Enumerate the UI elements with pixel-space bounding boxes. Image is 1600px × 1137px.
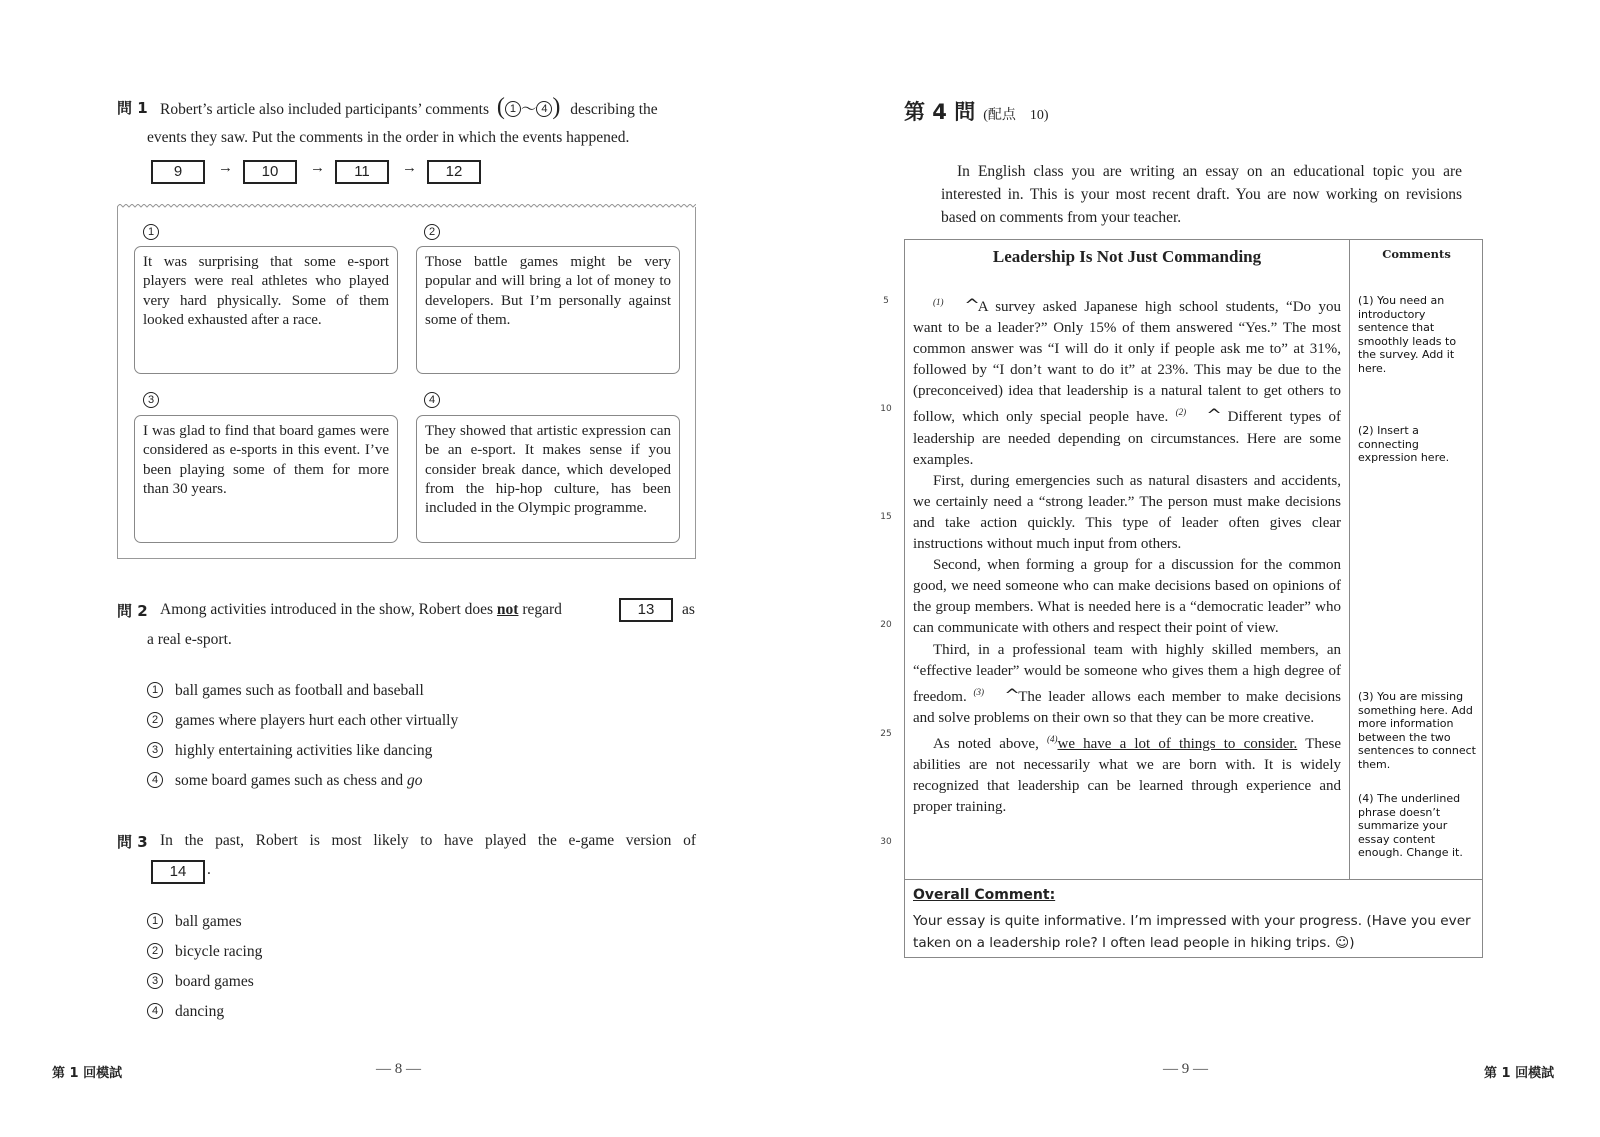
- line-number: 30: [880, 837, 892, 847]
- q3-option-4[interactable]: [147, 1003, 224, 1021]
- range-start-number: 1: [505, 101, 521, 117]
- line-number: 10: [880, 404, 892, 414]
- comment-4-number: 4: [424, 392, 440, 408]
- option-number: 1: [147, 913, 163, 929]
- option-text: dancing: [175, 1003, 225, 1020]
- arrow-icon: →: [218, 160, 233, 176]
- option-text: games where players hurt each other virtually: [175, 712, 459, 729]
- option-number: 3: [147, 973, 163, 989]
- teacher-comment-2: (2) Insert a connecting expression here.: [1358, 424, 1450, 465]
- essay-paragraph-2: First, during emergencies such as natural disasters and accidents, we certainly need a “strong leader.” The person must make decisions and take action quickly. This type of leader often gives clear instructions without much input from others.: [913, 472, 1341, 553]
- essay-underlined-phrase: we have a lot of things to consider.: [1057, 735, 1298, 752]
- option-text: highly entertaining activities like dancing: [175, 742, 433, 759]
- question-1-label: 問 1: [117, 99, 148, 117]
- question-3-period: .: [207, 861, 211, 878]
- section-points: (配点 10): [983, 108, 1049, 123]
- essay-p1-text-b: Different types of leadership are needed depending on circumstances. Here are some examples.: [913, 409, 1342, 468]
- revision-mark-1: (1): [933, 297, 944, 307]
- line-number: 25: [880, 729, 892, 739]
- essay-paragraph-5: [913, 729, 1341, 818]
- q3-option-1[interactable]: [147, 913, 242, 931]
- comments-header: Comments: [1382, 247, 1451, 261]
- arrow-icon: →: [310, 160, 325, 176]
- q2-option-2[interactable]: [147, 712, 458, 730]
- footer-right-label: 第 1 回模試: [1484, 1066, 1555, 1081]
- page-number-left: — 8 —: [376, 1061, 421, 1077]
- essay-p4-text-b: The leader allows each member to make decisions and solve problems on their own so that they can be more creative.: [913, 688, 1342, 726]
- option-number: 2: [147, 943, 163, 959]
- overall-comment-label: Overall Comment:: [913, 887, 1056, 903]
- q2-option-1[interactable]: [147, 682, 424, 700]
- comment-1-number: 1: [143, 224, 159, 240]
- question-1-text-b: describing the: [570, 101, 658, 118]
- section-title: 第 4 問: [904, 100, 976, 124]
- question-1-line2: events they saw. Put the comments in the order in which the events happened.: [147, 129, 630, 146]
- table-column-divider: [1349, 239, 1350, 879]
- question-1-text-a: Robert’s article also included participants’ comments: [160, 101, 489, 118]
- option-text: board games: [175, 973, 254, 990]
- footer-left-label: 第 1 回模試: [52, 1066, 123, 1081]
- option-number: 3: [147, 742, 163, 758]
- question-2-text-c: as: [682, 601, 695, 618]
- answer-box-13[interactable]: 13: [619, 598, 673, 622]
- section-heading: [904, 96, 1049, 126]
- range-end-number: 4: [536, 101, 552, 117]
- comment-card-1: It was surprising that some e-sport players were real athletes who played very hard physically. Some of them looked exhausted after a race.: [134, 246, 398, 374]
- answer-box-11[interactable]: 11: [335, 160, 389, 184]
- line-number: 20: [880, 620, 892, 630]
- answer-box-12[interactable]: 12: [427, 160, 481, 184]
- revision-mark-3: (3): [973, 686, 984, 697]
- caret-icon: ^: [1004, 685, 1020, 706]
- intro-paragraph: In English class you are writing an essay on an educational topic you are interested in. This is your most recent draft. You are now working on revisions based on comments from your teacher.: [941, 163, 1462, 226]
- question-2-line2: a real e-sport.: [147, 631, 232, 648]
- range-close: ): [552, 94, 561, 120]
- option-italic-word: go: [407, 772, 423, 789]
- arrow-icon: →: [402, 160, 417, 176]
- overall-comment-text: Your essay is quite informative. I’m impressed with your progress. (Have you ever taken on a leadership role? I often lead people in hiking trips. ☺): [913, 913, 1471, 951]
- option-number: 4: [147, 1003, 163, 1019]
- range-open: (: [496, 94, 505, 120]
- essay-title: Leadership Is Not Just Commanding: [992, 247, 1262, 266]
- q3-option-3[interactable]: [147, 973, 254, 991]
- comment-card-4: They showed that artistic expression can be an e-sport. It makes sense if you consider break dance, which developed from the hip-hop culture, has been included in the Olympic programme.: [416, 415, 680, 543]
- question-2-label: 問 2: [117, 602, 148, 620]
- option-number: 2: [147, 712, 163, 728]
- question-2-text-b: regard: [522, 601, 562, 618]
- essay-paragraph-3: Second, when forming a group for a discussion for the common good, we need someone who can make decisions based on opinions of the group members. What is needed here is a “democratic leader” who can communicate with others and respect their point of view.: [913, 557, 1341, 637]
- essay-p1-text-a: A survey asked Japanese high school students, “Do you want to be a leader?” Only 15% of them answered “Yes.” The most common answer was “I will do it only if people ask me to” at 31%, followed by “I don’t want to do it” at 23%. This may be due to the (preconceived) idea that leadership is a natural talent to get others to follow, which only special people have.: [913, 299, 1341, 426]
- q3-option-2[interactable]: [147, 943, 262, 961]
- answer-box-10[interactable]: 10: [243, 160, 297, 184]
- essay-paragraph-4: [913, 640, 1341, 729]
- essay-paragraph-1: [913, 292, 1341, 471]
- revision-mark-2: (2): [1175, 407, 1187, 418]
- option-number: 4: [147, 772, 163, 788]
- q2-option-4[interactable]: [147, 772, 423, 790]
- option-text: ball games such as football and baseball: [175, 682, 424, 699]
- answer-box-14[interactable]: 14: [151, 860, 205, 884]
- essay-p5-text-a: As noted above,: [933, 735, 1039, 752]
- range-separator: 〜: [520, 101, 537, 118]
- q2-option-3[interactable]: [147, 742, 432, 760]
- teacher-comment-3: (3) You are missing something here. Add more information between the two sentences to connect them.: [1358, 690, 1476, 771]
- teacher-comment-4: (4) The underlined phrase doesn’t summarize your essay content enough. Change it.: [1358, 792, 1463, 860]
- comment-3-number: 3: [143, 392, 159, 408]
- option-text: ball games: [175, 913, 242, 930]
- option-text: some board games such as chess and: [175, 772, 404, 789]
- table-row-divider: [904, 879, 1483, 880]
- question-1-line1: [160, 92, 700, 125]
- line-number: 15: [880, 512, 892, 522]
- option-text: bicycle racing: [175, 943, 263, 960]
- revision-mark-4: (4): [1046, 733, 1058, 744]
- line-number: 5: [883, 296, 889, 306]
- teacher-comment-1: (1) You need an introductory sentence that smoothly leads to the survey. Add it here.: [1358, 294, 1457, 375]
- question-3-label: 問 3: [117, 833, 148, 851]
- comment-card-3: I was glad to find that board games were considered as e-sports in this event. I’ve been playing some of them for more than 30 years.: [134, 415, 398, 543]
- comment-card-2: Those battle games might be very popular and will bring a lot of money to developers. But I’m personally against some of them.: [416, 246, 680, 374]
- caret-icon: ^: [1206, 406, 1223, 427]
- essay-p5-text-b: These abilities are not necessarily what we are born with. It is widely recognized that leadership can be learned through experience and proper training.: [913, 735, 1342, 816]
- essay-body: [913, 292, 1341, 818]
- page-number-right: — 9 —: [1163, 1061, 1208, 1077]
- option-number: 1: [147, 682, 163, 698]
- question-2-text-a: Among activities introduced in the show, Robert does: [160, 601, 494, 618]
- caret-icon: ^: [963, 296, 980, 316]
- question-3-text: In the past, Robert is most likely to have played the e-game version of: [160, 832, 696, 849]
- comment-2-number: 2: [424, 224, 440, 240]
- answer-box-9[interactable]: 9: [151, 160, 205, 184]
- zigzag-top-border: [117, 204, 696, 210]
- not-emphasis: not: [496, 601, 519, 618]
- essay-p4-text-a: Third, in a professional team with highly skilled members, an “effective leader” would be someone who gives them a high degree of freedom.: [913, 641, 1341, 705]
